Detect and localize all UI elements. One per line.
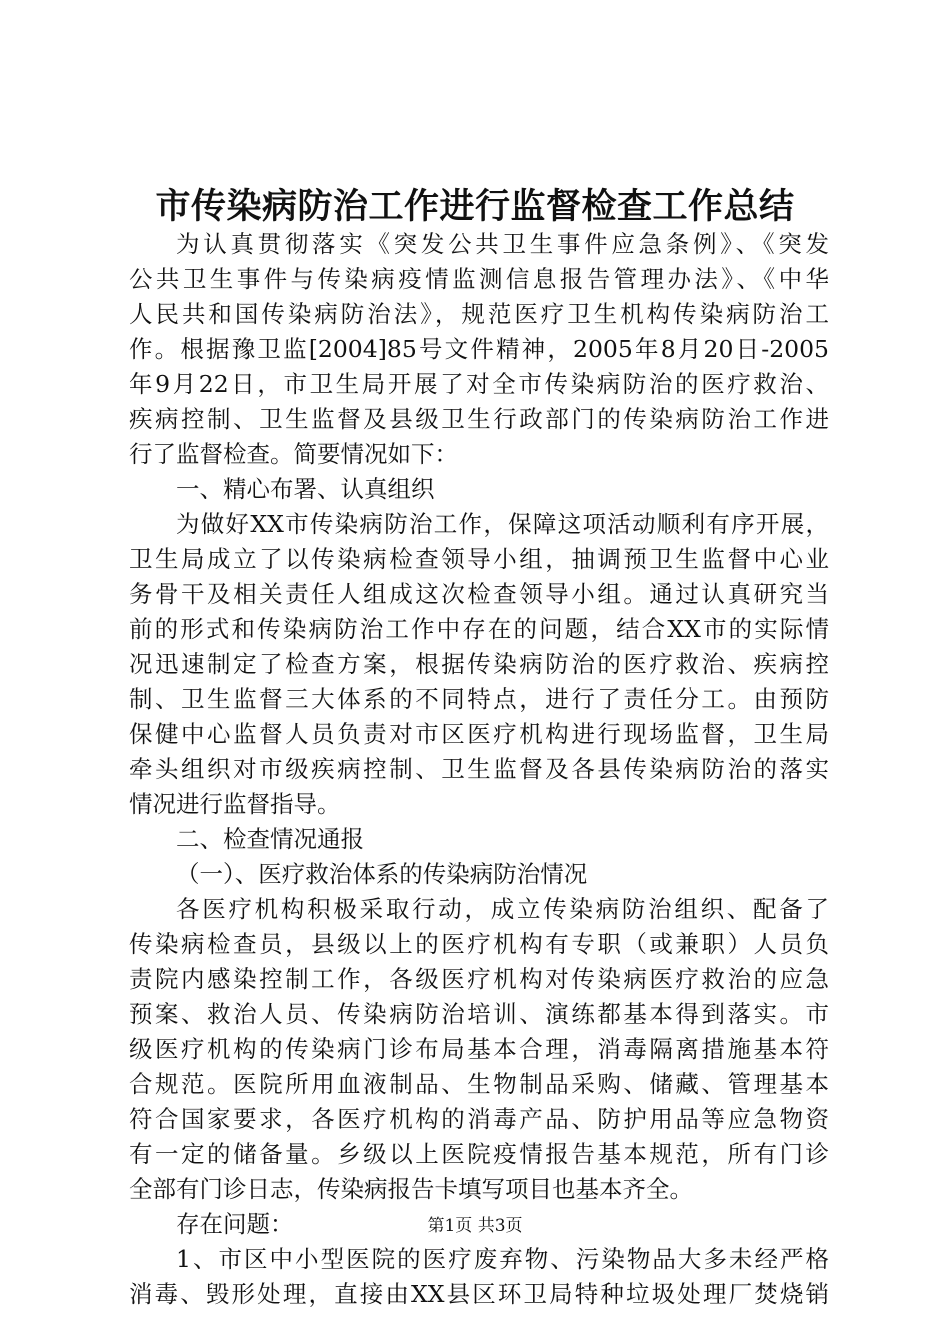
document-title: 市传染病防治工作进行监督检查工作总结 [155, 186, 795, 227]
paragraph-line: 公共卫生事件与传染病疫情监测信息报告管理办法》、《中华 [129, 265, 829, 293]
paragraph-line: 存在问题： [176, 1210, 294, 1238]
paragraph-line: 符合国家要求，各医疗机构的消毒产品、防护用品等应急物资 [129, 1105, 829, 1133]
paragraph-line: 传染病检查员，县级以上的医疗机构有专职（或兼职）人员负 [129, 930, 829, 958]
paragraph-line: 级医疗机构的传染病门诊布局基本合理，消毒隔离措施基本符 [129, 1035, 829, 1063]
paragraph-line: 卫生局成立了以传染病检查领导小组，抽调预卫生监督中心业 [129, 545, 829, 573]
paragraph-line: 牵头组织对市级疾病控制、卫生监督及各县传染病防治的落实 [129, 755, 829, 783]
document-body [129, 227, 829, 1312]
paragraph-line: 二、检查情况通报 [176, 825, 364, 853]
paragraph-line: 为认真贯彻落实《突发公共卫生事件应急条例》、《突发 [176, 230, 829, 258]
paragraph-line: 人民共和国传染病防治法》，规范医疗卫生机构传染病防治工 [129, 300, 829, 328]
paragraph-line: 一、精心布署、认真组织 [176, 475, 435, 503]
paragraph-line: 保健中心监督人员负责对市区医疗机构进行现场监督，卫生局 [129, 720, 829, 748]
paragraph-line: 消毒、毁形处理，直接由XX县区环卫局特种垃圾处理厂焚烧销 [129, 1280, 829, 1308]
paragraph-line: 务骨干及相关责任人组成这次检查领导小组。通过认真研究当 [129, 580, 829, 608]
paragraph-line: 全部有门诊日志，传染病报告卡填写项目也基本齐全。 [129, 1175, 693, 1203]
paragraph-line: 年9月22日，市卫生局开展了对全市传染病防治的医疗救治、 [129, 370, 829, 398]
paragraph-line: 疾病控制、卫生监督及县级卫生行政部门的传染病防治工作进 [129, 405, 829, 433]
paragraph-line: 制、卫生监督三大体系的不同特点，进行了责任分工。由预防 [129, 685, 829, 713]
paragraph-line: 行了监督检查。简要情况如下： [129, 440, 458, 468]
page-footer: 第1页 共3页 [427, 1216, 523, 1236]
paragraph-line: 责院内感染控制工作，各级医疗机构对传染病医疗救治的应急 [129, 965, 829, 993]
paragraph-line: 1、市区中小型医院的医疗废弃物、污染物品大多未经严格 [176, 1245, 829, 1273]
paragraph-line: 前的形式和传染病防治工作中存在的问题，结合XX市的实际情 [129, 615, 829, 643]
paragraph-line: 有一定的储备量。乡级以上医院疫情报告基本规范，所有门诊 [129, 1140, 829, 1168]
paragraph-line: 预案、救治人员、传染病防治培训、演练都基本得到落实。市 [129, 1000, 829, 1028]
paragraph-line: 合规范。医院所用血液制品、生物制品采购、储藏、管理基本 [129, 1070, 829, 1098]
paragraph-line: 为做好XX市传染病防治工作，保障这项活动顺利有序开展， [176, 510, 829, 538]
paragraph-line: 情况进行监督指导。 [129, 790, 341, 818]
paragraph-line: 作。根据豫卫监[2004]85号文件精神，2005年8月20日-2005 [129, 335, 829, 363]
paragraph-line: 况迅速制定了检查方案，根据传染病防治的医疗救治、疾病控 [129, 650, 829, 678]
paragraph-line: 各医疗机构积极采取行动，成立传染病防治组织、配备了 [176, 895, 829, 923]
paragraph-line: （一）、医疗救治体系的传染病防治情况 [176, 860, 588, 888]
